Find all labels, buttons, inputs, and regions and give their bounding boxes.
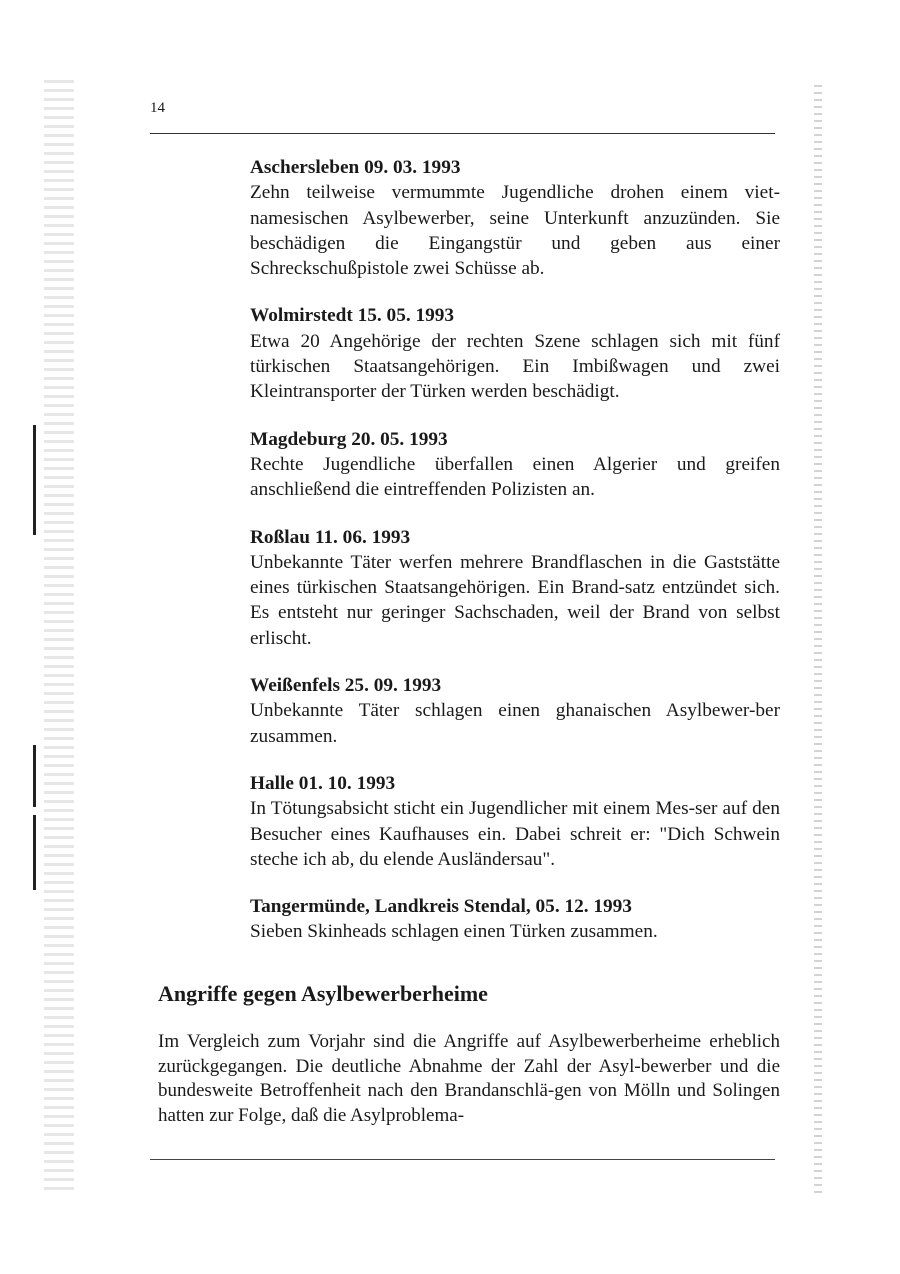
- incident-text: Sieben Skinheads schlagen einen Türken zusammen.: [250, 921, 658, 943]
- incident-text: Zehn teilweise vermummte Jugendliche drohen einem viet-namesischen Asylbewerber, seine Unterkunft anzuzünden. Sie beschädigen die Eingangstür und geben aus einer Schreckschußpistole zwei Schüsse ab.: [250, 182, 780, 280]
- incident-entry: [250, 771, 780, 872]
- section-heading: Angriffe gegen Asylbewerberheime: [158, 981, 488, 1006]
- incident-title: Magdeburg 20. 05. 1993: [250, 428, 448, 450]
- scan-edge-right: [814, 85, 822, 1195]
- incident-text: Unbekannte Täter schlagen einen ghanaischen Asylbewer-ber zusammen.: [250, 700, 780, 747]
- margin-mark: [33, 815, 36, 890]
- incident-title: Weißenfels 25. 09. 1993: [250, 675, 442, 697]
- incident-title: Aschersleben 09. 03. 1993: [250, 157, 461, 178]
- scan-edge-left: [44, 80, 74, 1190]
- incident-list: [250, 155, 780, 967]
- incident-text: In Tötungsabsicht sticht ein Jugendlicher mit einem Mes-ser auf den Besucher eines Kaufhauses ein. Dabei schreit er: "Dich Schwein steche ich ab, du elende Ausländersau".: [250, 798, 780, 870]
- incident-entry: [250, 303, 780, 404]
- incident-title: Tangermünde, Landkreis Stendal, 05. 12. 1993: [250, 896, 632, 918]
- incident-text: Rechte Jugendliche überfallen einen Algerier und greifen anschließend die eintreffenden Polizisten an.: [250, 453, 780, 501]
- incident-title: Roßlau 11. 06. 1993: [250, 526, 411, 548]
- incident-title: Halle 01. 10. 1993: [250, 772, 396, 794]
- section-paragraph: Im Vergleich zum Vorjahr sind die Angriffe auf Asylbewerberheime erheblich zurückgegangen. Die deutliche Abnahme der Zahl der Asyl-bewerber und die bundesweite Betroffenheit nach den Brandanschlä-gen von Mölln und Solingen hatten zur Folge, daß die Asylproblema-: [158, 1031, 780, 1126]
- incident-entry: [250, 155, 780, 281]
- page-number: 14: [150, 100, 165, 116]
- incident-entry: [250, 427, 780, 503]
- incident-entry: [250, 525, 780, 651]
- incident-text: Etwa 20 Angehörige der rechten Szene schlagen sich mit fünf türkischen Staatsangehörigen. Ein Imbißwagen und zwei Kleintransporter der Türken werden beschädigt.: [250, 330, 780, 403]
- incident-title: Wolmirstedt 15. 05. 1993: [250, 305, 455, 327]
- footer-rule: [150, 1159, 775, 1160]
- incident-entry: [250, 673, 780, 749]
- incident-text: Unbekannte Täter werfen mehrere Brandflaschen in die Gaststätte eines türkischen Staatsangehörigen. Ein Brand-satz entzündet sich. Es entsteht nur geringer Sachschaden, weil der Brand von selbst erlischt.: [250, 551, 780, 649]
- incident-entry: [250, 894, 780, 945]
- margin-mark: [33, 745, 36, 807]
- header-rule: [150, 133, 775, 134]
- margin-mark: [33, 425, 36, 535]
